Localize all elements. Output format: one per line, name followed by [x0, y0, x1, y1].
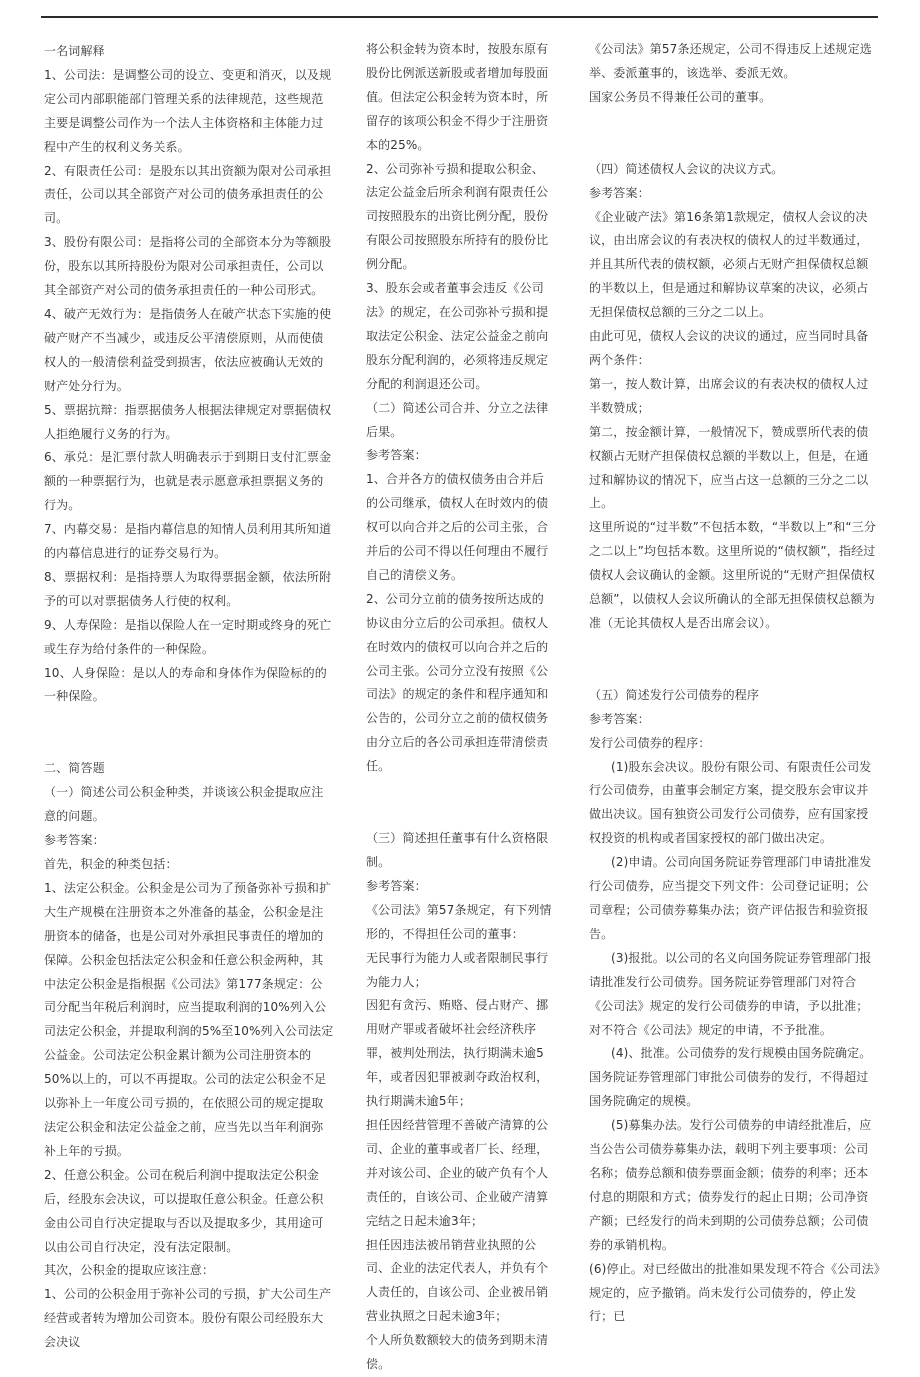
column-middle	[366, 38, 556, 1377]
spacer	[589, 110, 880, 158]
paragraph: 担任因违法被吊销营业执照的公司、企业的法定代表人，并负有个人责任的，自该公司、企业被吊销营业执照之日起未逾3年；	[366, 1237, 549, 1324]
column-left	[44, 40, 334, 1355]
paragraph: 这里所说的“过半数”不包括本数，“半数以上”和“三分之二以上”均包括本数。这里所说的“债权额”，指经过债权人会议确认的金额。这里所说的“无财产担保债权总额”，以债权人会议所确认的全部无担保债权总额为准（无论其债权人是否出席会议）。	[589, 520, 876, 630]
definition-personal-insurance: 10、人身保险：是以人的寿命和身体作为保险标的的一种保险。	[44, 665, 327, 704]
definition-bill-right: 8、票据权利：是指持票人为取得票据金额，依法所附予的可以对票据债务人行使的权利。	[44, 569, 332, 608]
paragraph: 1、合并各方的债权债务由合并后的公司继承，债权人在时效内的债权可以向合并之后的公司主张，合并后的公司不得以任何理由不履行自己的清偿义务。	[366, 472, 549, 582]
paragraph: 首先，积金的种类包括：	[44, 857, 178, 871]
paragraph: 无民事行为能力人或者限制民事行为能力人；	[366, 950, 549, 989]
section-title-short-answer: 二、简答题	[44, 761, 105, 776]
paragraph: 由此可见，债权人会议的决议的通过，应当同时具备两个条件：	[589, 329, 869, 367]
definition-acceptance: 6、承兑：是汇票付款人明确表示于到期日支付汇票金额的一种票据行为，也就是表示愿意承担票据义务的行为。	[44, 450, 332, 513]
paragraph: 其次，公积金的提取应该注意：	[44, 1263, 215, 1278]
spacer	[44, 709, 334, 757]
paragraph: 发行公司债券的程序：	[589, 735, 711, 750]
paragraph: 2、任意公积金。公司在税后利润中提取法定公积金后，经股东会决议，可以提取任意公积金。任意公积金由公司自行决定提取与否以及提取多少，其用途可以由公司自行决定，没有法定限制。	[44, 1167, 324, 1254]
paragraph: 1、公司的公积金用于弥补公司的亏损，扩大公司生产经营或者转为增加公司资本。股份有限公司经股东大会决议	[44, 1287, 332, 1350]
paragraph: 担任因经营管理不善破产清算的公司、企业的董事或者厂长、经理，并对该公司、企业的破产负有个人责任的，自该公司、企业破产清算完结之日起未逾3年；	[366, 1117, 549, 1228]
spacer	[366, 779, 556, 827]
paragraph: 《公司法》第57条还规定，公司不得违反上述规定选举、委派董事的，该选举、委派无效。	[589, 42, 872, 80]
paragraph: 第二，按金额计算，一般情况下，赞成票所代表的债权额占无财产担保债权总额的半数以上，但是，在通过和解协议的情况下，应当占这一总额的三分之二以上。	[589, 424, 869, 511]
definition-llc: 2、有限责任公司：是股东以其出资额为限对公司承担责任，公司以其全部资产对公司的债务承担责任的公司。	[44, 163, 332, 226]
paragraph: 《企业破产法》第16条第1款规定，债权人会议的决议，由出席会议的有表决权的债权人的过半数通过，并且其所代表的债权额，必须占无财产担保债权总额的半数以上，但是通过和解协议草案的决议，必须占无担保债权总额的三分之二以上。	[589, 209, 869, 320]
paragraph: 国家公务员不得兼任公司的董事。	[589, 89, 772, 104]
column-right	[589, 38, 880, 1329]
step-5: (5)募集办法。发行公司债券的申请经批准后，应当公告公司债券募集办法，载明下列主要事项：公司名称；债券总额和债券票面金额；债券的利率；还本付息的期限和方式；债券发行的起止日期；公司净资产额；已经发行的尚未到期的公司债券总额；公司债券的承销机构。	[589, 1118, 872, 1252]
paragraph: 个人所负数额较大的债务到期未清偿。	[366, 1333, 549, 1372]
question-4: （四）简述债权人会议的决议方式。	[589, 161, 784, 176]
answer-label: 参考答案：	[589, 711, 650, 726]
question-2: （二）简述公司合并、分立之法律后果。	[366, 400, 549, 439]
question-1: （一）简述公司公积金种类，并谈该公积金提取应注意的问题。	[44, 785, 324, 824]
answer-label: 参考答案：	[44, 833, 105, 848]
question-5: （五）简述发行公司债券的程序	[589, 687, 760, 702]
step-1: (1)股东会决议。股份有限公司、有限责任公司发行公司债券，由董事会制定方案，提交股东会审议并做出决议。国有独资公司发行公司债券，应有国家授权投资的机构或者国家授权的部门做出决定。	[589, 759, 872, 846]
answer-label: 参考答案：	[589, 185, 650, 200]
definition-bankruptcy-invalid: 4、破产无效行为：是指债务人在破产状态下实施的使破产财产不当减少，或违反公平清偿原则，从而使债权人的一般清偿利益受到损害，依法应被确认无效的财产处分行为。	[44, 306, 332, 393]
step-6: (6)停止。对已经做出的批准如果发现不符合《公司法》规定的，应予撤销。尚未发行公司债券的，停止发行；已	[589, 1261, 880, 1324]
definition-life-insurance: 9、人寿保险：是指以保险人在一定时期或终身的死亡或生存为给付条件的一种保险。	[44, 617, 332, 656]
paragraph: 2、公司弥补亏损和提取公积金、法定公益金后所余利润有限责任公司按照股东的出资比例分配，股份有限公司按照股东所持有的股份比例分配。	[366, 161, 549, 272]
paragraph: 第一，按人数计算，出席会议的有表决权的债权人过半数赞成；	[589, 376, 869, 415]
header-rule	[41, 16, 878, 18]
paragraph: 《公司法》第57条规定，有下列情形的，不得担任公司的董事：	[366, 902, 552, 941]
step-2: (2)申请。公司向国务院证券管理部门申请批准发行公司债券，应当提交下列文件：公司登记证明；公司章程；公司债券募集办法；资产评估报告和验资报告。	[589, 855, 872, 941]
step-4: (4)、批准。公司债券的发行规模由国务院确定。国务院证券管理部门审批公司债券的发行，不得超过国务院确定的规模。	[589, 1046, 872, 1109]
spacer	[589, 636, 880, 684]
paragraph: 将公积金转为资本时，按股东原有股份比例派送新股或者增加每股面值。但法定公积金转为资本时，所留存的该项公积金不得少于注册资本的25%。	[366, 42, 549, 152]
answer-label: 参考答案：	[366, 878, 427, 893]
answer-label: 参考答案：	[366, 448, 427, 463]
definition-company-law: 1、公司法：是调整公司的设立、变更和消灭，以及规定公司内部职能部门管理关系的法律规范，这些规范主要是调整公司作为一个法人主体资格和主体能力过程中产生的权利义务关系。	[44, 67, 332, 154]
definition-joint-stock: 3、股份有限公司：是指将公司的全部资本分为等额股份，股东以其所持股份为限对公司承担责任，公司以其全部资产对公司的债务承担责任的一种公司形式。	[44, 235, 332, 298]
paragraph: 1、法定公积金。公积金是公司为了预备弥补亏损和扩大生产规模在注册资本之外准备的基金，公积金是注册资本的储备，也是公司对外承担民事责任的增加的保障。公积金包括法定公积金和任意公积金两种，其中法定公积金是指根据《公司法》第177条规定：公司分配当年税后利润时，应当提取利润的10%列入公司法定公积金，并提取利润的5%至10%列入公司法定公益金。公司法定公积金累计额为公司注册资本的50%以上的，可以不再提取。公司的法定公积金不足以弥补上一年度公司亏损的，在依照公司的规定提取法定公积金和法定公益金之前，应当先以当年利润弥补上年的亏损。	[44, 880, 334, 1158]
paragraph: 因犯有贪污、贿赂、侵占财产、挪用财产罪或者破坏社会经济秩序罪，被判处刑法，执行期满未逾5年，或者因犯罪被剥夺政治权利，执行期满未逾5年；	[366, 998, 549, 1109]
definition-insider-trading: 7、内幕交易：是指内幕信息的知情人员利用其所知道的内幕信息进行的证券交易行为。	[44, 522, 332, 561]
paragraph: 2、公司分立前的债务按所达成的协议由分立后的公司承担。债权人在时效内的债权可以向合并之后的公司主张。公司分立没有按照《公司法》的规定的条件和程序通知和公告的，公司分立之前的债权债务由分立后的各公司承担连带清偿责任。	[366, 591, 549, 774]
definition-bill-defense: 5、票据抗辩：指票据债务人根据法律规定对票据债权人拒绝履行义务的行为。	[44, 402, 332, 441]
question-3: （三）简述担任董事有什么资格限制。	[366, 831, 549, 869]
step-3: (3)报批。以公司的名义向国务院证券管理部门报请批准发行公司债券。国务院证券管理部门对符合《公司法》规定的发行公司债券的申请，予以批准；对不符合《公司法》规定的申请，不予批准。	[589, 950, 872, 1037]
paragraph: 3、股东会或者董事会违反《公司法》的规定，在公司弥补亏损和提取法定公积金、法定公益金之前向股东分配利润的，必须将违反规定分配的利润退还公司。	[366, 281, 549, 391]
section-title-definitions: 一名词解释	[44, 44, 105, 58]
